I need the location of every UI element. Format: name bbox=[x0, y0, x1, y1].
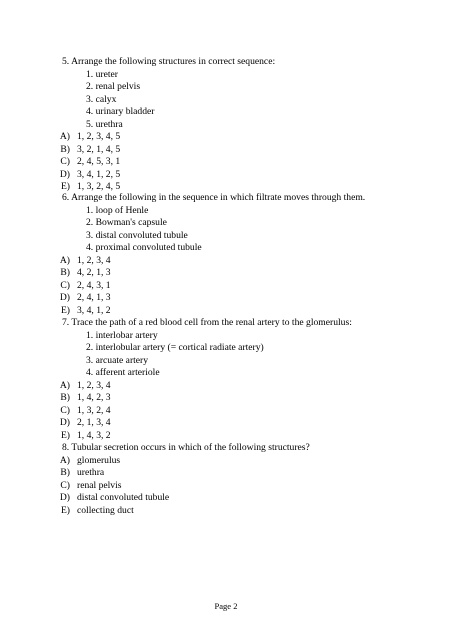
option-text: 1, 4, 3, 2 bbox=[77, 429, 111, 441]
option-text: 3, 2, 1, 4, 5 bbox=[77, 143, 121, 155]
answer-option-c bbox=[56, 405, 436, 418]
option-letter: D) bbox=[59, 292, 70, 303]
option-letter: A) bbox=[59, 379, 70, 391]
option-letter: C) bbox=[60, 279, 70, 291]
option-text: 3, 4, 1, 2 bbox=[77, 304, 111, 316]
answer-option-d bbox=[56, 169, 436, 182]
sequence-item: 2. Bowman's capsule bbox=[86, 217, 167, 228]
option-text: 3, 4, 1, 2, 5 bbox=[77, 168, 121, 180]
option-text: 2, 1, 3, 4 bbox=[77, 417, 111, 428]
question-stem: 7. Trace the path of a red blood cell from the renal artery to the glomerulus: bbox=[62, 317, 352, 328]
question-stem: 8. Tubular secretion occurs in which of the following structures? bbox=[62, 442, 310, 453]
question-5 bbox=[56, 56, 436, 194]
sequence-item: 3. arcuate artery bbox=[86, 354, 149, 366]
option-text: 1, 3, 2, 4 bbox=[77, 404, 111, 416]
option-text: collecting duct bbox=[77, 504, 134, 516]
answer-option-b bbox=[56, 392, 436, 405]
answer-option-a bbox=[56, 255, 436, 268]
option-text: urethra bbox=[77, 467, 105, 478]
option-text: 2, 4, 5, 3, 1 bbox=[77, 156, 121, 167]
sequence-item: 1. interlobar artery bbox=[86, 329, 158, 341]
option-letter: C) bbox=[60, 479, 70, 491]
answer-option-d bbox=[56, 292, 436, 305]
sequence-item: 3. calyx bbox=[86, 93, 117, 105]
option-letter: B) bbox=[60, 267, 70, 278]
option-text: distal convoluted tubule bbox=[77, 492, 170, 503]
question-8 bbox=[56, 442, 436, 517]
option-letter: A) bbox=[59, 131, 70, 142]
option-letter: A) bbox=[59, 254, 70, 266]
answer-option-b bbox=[56, 144, 436, 157]
option-letter: E) bbox=[60, 304, 70, 316]
option-letter: B) bbox=[60, 143, 70, 155]
question-6 bbox=[56, 192, 436, 317]
answer-option-d bbox=[56, 417, 436, 430]
option-letter: D) bbox=[59, 168, 70, 180]
option-letter: B) bbox=[60, 467, 70, 478]
sequence-item: 2. interlobular artery (= cortical radiate artery) bbox=[86, 342, 264, 353]
question-stem: 6. Arrange the following in the sequence in which filtrate moves through them. bbox=[62, 192, 366, 203]
option-letter: D) bbox=[59, 417, 70, 428]
answer-option-b bbox=[56, 467, 436, 480]
option-text: 2, 4, 1, 3 bbox=[77, 292, 111, 303]
answer-option-e bbox=[56, 430, 436, 443]
sequence-item: 1. loop of Henle bbox=[86, 204, 149, 216]
sequence-item: 3. distal convoluted tubule bbox=[86, 229, 188, 241]
option-letter: A) bbox=[59, 454, 70, 466]
sequence-item: 5. urethra bbox=[86, 118, 123, 130]
answer-option-e bbox=[56, 305, 436, 318]
option-letter: E) bbox=[60, 181, 70, 192]
option-letter: E) bbox=[60, 504, 70, 516]
answer-option-a bbox=[56, 131, 436, 144]
option-text: 1, 2, 3, 4 bbox=[77, 254, 111, 266]
option-text: glomerulus bbox=[77, 454, 121, 466]
answer-option-c bbox=[56, 156, 436, 169]
sequence-item: 4. urinary bladder bbox=[86, 106, 155, 117]
answer-option-c bbox=[56, 480, 436, 493]
answer-option-b bbox=[56, 267, 436, 280]
option-text: 1, 4, 2, 3 bbox=[77, 392, 111, 403]
answer-option-c bbox=[56, 280, 436, 293]
sequence-item: 4. afferent arteriole bbox=[86, 367, 160, 378]
option-letter: C) bbox=[60, 404, 70, 416]
answer-option-a bbox=[56, 455, 436, 468]
question-stem: 5. Arrange the following structures in correct sequence: bbox=[62, 56, 276, 67]
answer-option-e bbox=[56, 505, 436, 518]
option-letter: D) bbox=[59, 492, 70, 503]
option-text: 1, 2, 3, 4 bbox=[77, 379, 111, 391]
answer-option-d bbox=[56, 492, 436, 505]
page-number: Page 2 bbox=[214, 601, 238, 611]
option-letter: C) bbox=[60, 156, 70, 167]
option-letter: B) bbox=[60, 392, 70, 403]
sequence-item: 2. renal pelvis bbox=[86, 81, 141, 92]
option-text: renal pelvis bbox=[77, 479, 122, 491]
sequence-item: 1. ureter bbox=[86, 68, 118, 80]
option-text: 1, 2, 3, 4, 5 bbox=[77, 131, 121, 142]
option-text: 4, 2, 1, 3 bbox=[77, 267, 111, 278]
option-text: 2, 4, 3, 1 bbox=[77, 279, 111, 291]
question-7 bbox=[56, 317, 436, 442]
sequence-item: 4. proximal convoluted tubule bbox=[86, 242, 202, 253]
answer-option-a bbox=[56, 380, 436, 393]
option-letter: E) bbox=[60, 429, 70, 441]
option-text: 1, 3, 2, 4, 5 bbox=[77, 181, 121, 192]
